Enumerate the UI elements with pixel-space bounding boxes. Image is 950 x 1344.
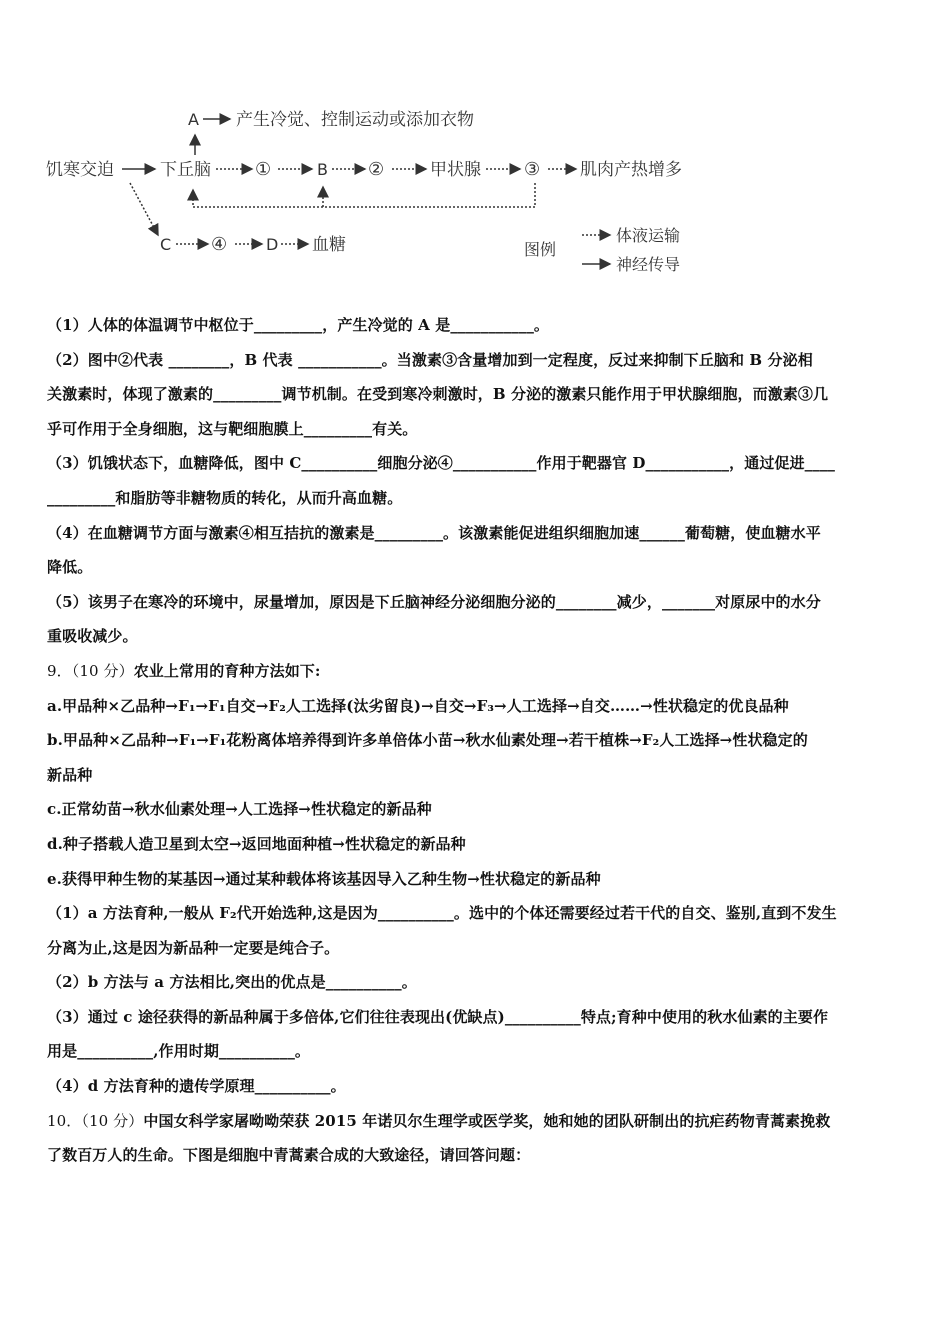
q8-sub2-line2: 关激素时，体现了激素的_________调节机制。在受到寒冷刺激时，B 分泌的激素只能作用于甲状腺细胞，而激素③几 [47, 385, 829, 404]
q10-line1 [47, 1104, 907, 1139]
q10-number: 10．（10 分） [47, 1111, 144, 1130]
q8-sub5-line1: （5）该男子在寒冷的环境中，尿量增加，原因是下丘脑神经分泌细胞分泌的________减少，_______对原尿中的水分 [47, 592, 821, 611]
q10-text-line1: 中国女科学家屠呦呦荣获 2015 年诺贝尔生理学或医学奖，她和她的团队研制出的抗疟药物青蒿素挽救 [143, 1111, 831, 1130]
q9-method-c: c.正常幼苗→秋水仙素处理→人工选择→性状稳定的新品种 [47, 800, 432, 819]
legend-title: 图例 [524, 240, 557, 259]
node-c: C [160, 235, 172, 254]
q9-sub3-line2: 用是__________,作用时期__________。 [47, 1042, 311, 1061]
node-a-result: 产生冷觉、控制运动或添加衣物 [236, 110, 474, 130]
node-hunger: 饥寒交迫 [46, 160, 114, 180]
node-2: ② [368, 159, 385, 180]
question-content [47, 308, 907, 1173]
q8-sub4-line2: 降低。 [47, 558, 93, 577]
q9-method-a: a.甲品种×乙品种→F₁→F₁自交→F₂人工选择(汰劣留良)→自交→F₃→人工选择→自交……→性状稳定的优良品种 [47, 696, 789, 715]
q8-sub3-line2: _________和脂肪等非糖物质的转化，从而升高血糖。 [47, 488, 403, 507]
legend-fluid: 体液运输 [616, 226, 681, 245]
thermoregulation-diagram [40, 95, 720, 285]
q9-sub3-line1: （3）通过 c 途径获得的新品种属于多倍体,它们往往表现出(优缺点)__________特点;育种中使用的秋水仙素的主要作 [47, 1007, 829, 1026]
node-3: ③ [524, 159, 541, 180]
q9-sub2: （2）b 方法与 a 方法相比,突出的优点是__________。 [47, 973, 417, 992]
q9-method-e: e.获得甲种生物的某基因→通过某种载体将该基因导入乙种生物→性状稳定的新品种 [47, 869, 601, 888]
node-d: D [266, 235, 279, 254]
node-a: A [188, 110, 199, 129]
q8-sub3-line1: （3）饥饿状态下，血糖降低，图中 C__________细胞分泌④___________作用于靶器官 D___________，通过促进____ [47, 454, 836, 473]
q9-sub1-line1: （1）a 方法育种,一般从 F₂代开始选种,这是因为__________。选中的个体还需要经过若干代的自交、鉴别,直到不发生 [47, 904, 837, 923]
q10-line2: 了数百万人的生命。下图是细胞中青蒿素合成的大致途径，请回答问题： [47, 1146, 531, 1165]
q9-sub4: （4）d 方法育种的遗传学原理__________。 [47, 1077, 346, 1096]
legend-nerve: 神经传导 [616, 255, 681, 274]
node-thyroid: 甲状腺 [430, 160, 481, 180]
q9-method-d: d.种子搭载人造卫星到太空→返回地面种植→性状稳定的新品种 [47, 834, 466, 853]
q8-sub5-line2: 重吸收减少。 [47, 627, 138, 646]
node-b: B [317, 160, 328, 179]
node-1: ① [255, 159, 272, 180]
node-muscle: 肌肉产热增多 [580, 160, 682, 180]
node-blood-sugar: 血糖 [312, 235, 346, 255]
q9-stem: 农业上常用的育种方法如下: [133, 661, 321, 680]
q8-sub2-line3: 乎可作用于全身细胞，这与靶细胞膜上_________有关。 [47, 419, 418, 438]
q9-method-b-line1: b.甲品种×乙品种→F₁→F₁花粉离体培养得到许多单倍体小苗→秋水仙素处理→若干植株→F₂人工选择→性状稳定的 [47, 731, 808, 750]
arrow-hunger-c [130, 183, 158, 235]
node-4: ④ [211, 234, 228, 255]
feedback-loop [193, 183, 535, 207]
q8-sub1: （1）人体的体温调节中枢位于_________，产生冷觉的 A 是___________。 [47, 316, 550, 334]
q8-sub2-line1: （2）图中②代表 ________，B 代表 ___________。当激素③含量增加到一定程度，反过来抑制下丘脑和 B 分泌相 [47, 350, 813, 369]
q9-method-b-line2: 新品种 [47, 765, 93, 784]
node-hypothalamus: 下丘脑 [160, 160, 211, 180]
q9-sub1-line2: 分离为止,这是因为新品种一定要是纯合子。 [47, 938, 340, 957]
q9-number: 9．（10 分） [47, 661, 134, 680]
q8-sub4-line1: （4）在血糖调节方面与激素④相互拮抗的激素是_________。该激素能促进组织细胞加速______葡萄糖，使血糖水平 [47, 523, 821, 542]
q9-header [47, 654, 907, 689]
